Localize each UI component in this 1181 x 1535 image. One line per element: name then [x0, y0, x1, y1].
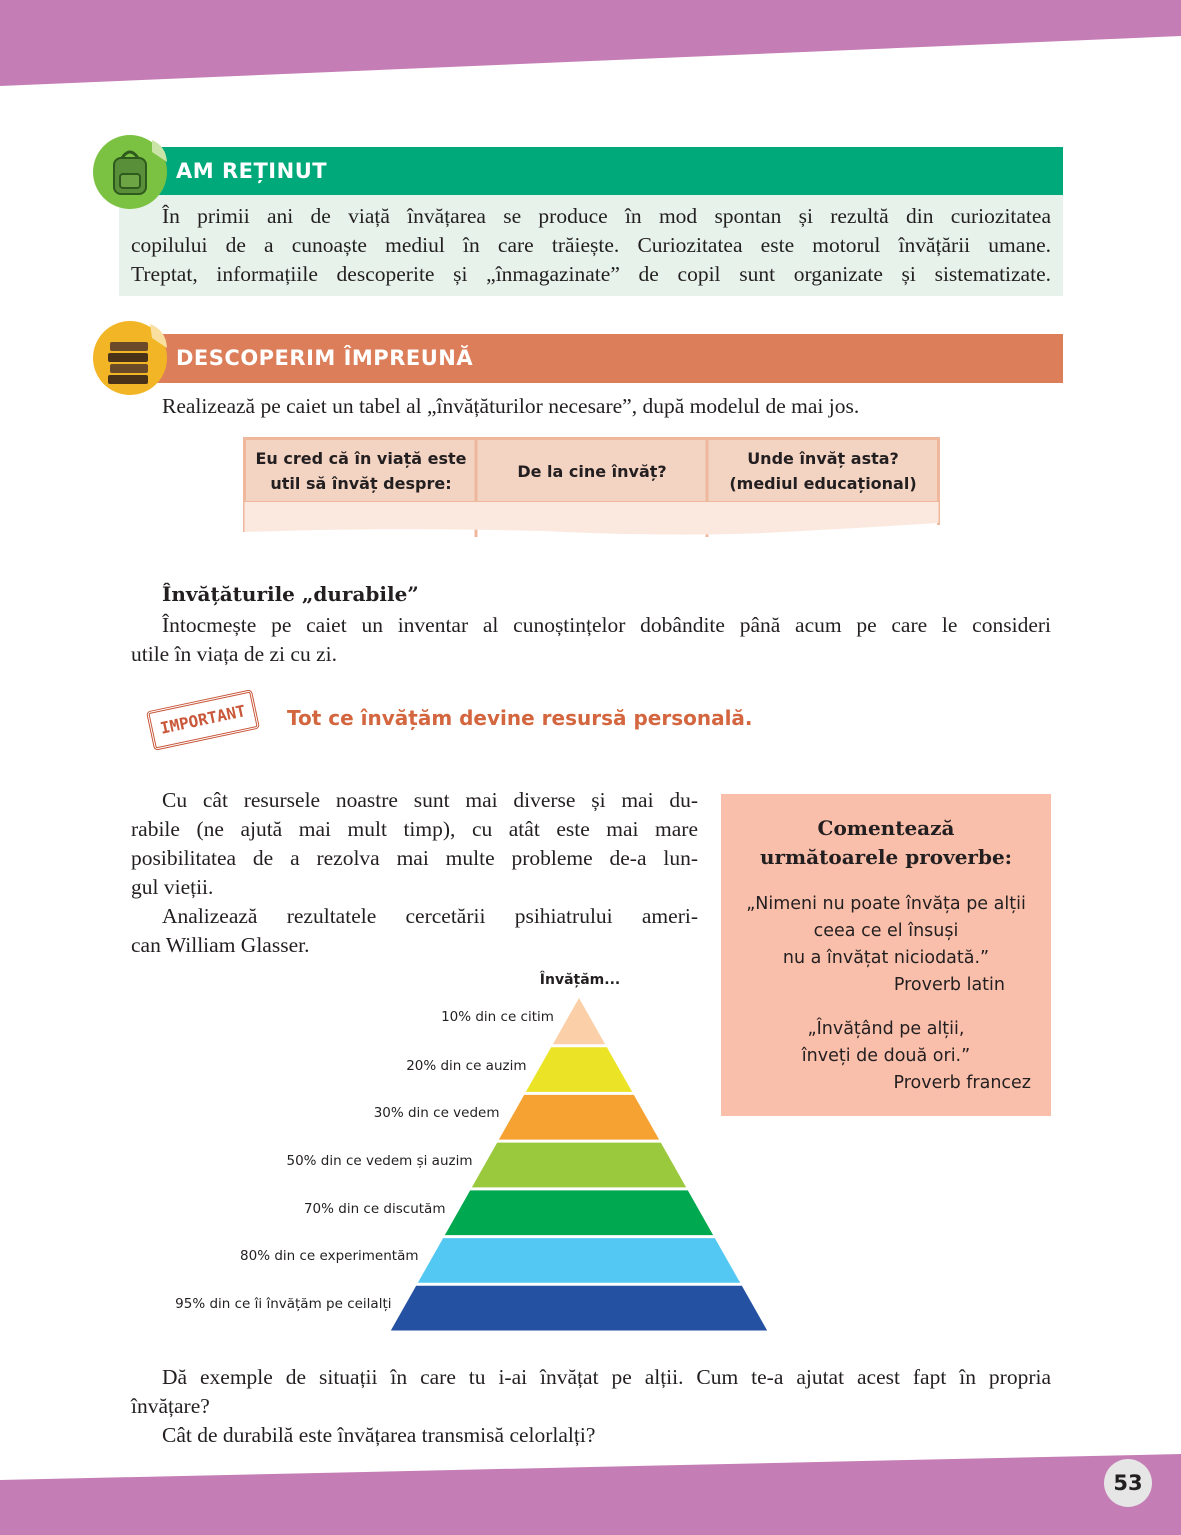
table-header-col-2: De la cine învăț? — [517, 461, 667, 481]
books-icon — [92, 318, 172, 398]
proverb-francez-source: Proverb francez — [893, 1073, 1031, 1093]
closing-line-1: Dă exemple de situații în care tu i-ai învățat pe alții. Cum te-a ajutat acest fapt în propria — [162, 1365, 1051, 1389]
durabile-line-2: utile în viața de zi cu zi. — [131, 642, 337, 666]
pyramid-level-30 — [499, 1095, 659, 1140]
table-header-col-1 — [246, 440, 476, 502]
pyramid-label-50: 50% din ce vedem și auzim — [286, 1153, 473, 1169]
closing-line-2: învățare? — [131, 1394, 210, 1418]
proverb-latin-line-3: nu a învățat niciodată.” — [782, 948, 990, 968]
closing-line-3: Cât de durabilă este învățarea transmisă celorlalți? — [162, 1423, 596, 1447]
descoperim-header — [119, 334, 1063, 383]
am-retinut-line-3: Treptat, informațiile descoperite și „înmagazinate” de copil sunt organizate și sistematizate. — [131, 262, 1051, 286]
important-stamp: IMPORTANT — [146, 689, 260, 751]
am-retinut-title: AM REȚINUT — [176, 159, 328, 183]
page-number: 53 — [1104, 1459, 1152, 1507]
proverb-francez-line-1: „Învățând pe alții, — [807, 1019, 965, 1039]
am-retinut-line-2: copilului de a cunoaște mediul în care trăiește. Curiozitatea este motorul învățării umane. — [131, 233, 1051, 257]
proverbs-heading-line-1: Comentează — [817, 816, 955, 840]
proverbs-heading — [721, 814, 1051, 872]
table-header-col-3-line-1: Unde învăț asta? — [747, 449, 899, 468]
pyramid-label-80: 80% din ce experimentăm — [240, 1248, 419, 1265]
proverbs-heading-line-2: următoarele proverbe: — [759, 845, 1013, 869]
pyramid-label-10: 10% din ce citim — [441, 1009, 554, 1026]
books-badge — [92, 318, 172, 402]
paragraph-line-5: Analizează rezultatele cercetării psihiatrului ameri- — [162, 904, 698, 928]
table-header-col-1-line-2: util să învăț despre: — [270, 474, 452, 493]
descoperim-title: DESCOPERIM ÎMPREUNĂ — [176, 346, 474, 370]
pyramid-level-10 — [553, 998, 605, 1044]
pyramid-level-20 — [526, 1047, 632, 1092]
table-header-col-1-line-1: Eu cred că în viață este — [255, 449, 467, 468]
pyramid-label-95: 95% din ce îi învățăm pe ceilalți — [175, 1296, 392, 1313]
pyramid-label-30: 30% din ce vedem — [373, 1105, 500, 1122]
backpack-icon — [92, 132, 172, 212]
pyramid-level-95 — [391, 1286, 767, 1331]
paragraph-line-6: can William Glasser. — [131, 933, 310, 957]
paragraph-line-4: gul vieții. — [131, 875, 214, 899]
paragraph-line-3: posibilitatea de a rezolva mai multe probleme de-a lun- — [131, 846, 698, 870]
paragraph-line-2: rabile (ne ajută mai mult timp), cu atât este mai mare — [131, 817, 698, 841]
bottom-band — [0, 1440, 1181, 1535]
am-retinut-header — [119, 147, 1063, 195]
proverb-francez-line-2: înveți de două ori.” — [801, 1046, 971, 1066]
durabile-line-1: Întocmește pe caiet un inventar al cunoștințelor dobândite până acum pe care le consideri — [162, 613, 1051, 637]
descoperim-instruction: Realizează pe caiet un tabel al „învățăturilor necesare”, după modelul de mai jos. — [162, 394, 860, 418]
resurse-paragraph — [131, 786, 698, 960]
important-text: Tot ce învățăm devine resursă personală. — [287, 706, 753, 730]
pyramid-level-80 — [418, 1238, 740, 1283]
closing-text — [131, 1363, 1051, 1450]
proverb-latin-line-2: ceea ce el însuși — [813, 921, 959, 941]
am-retinut-text — [131, 202, 1051, 289]
pyramid-label-70: 70% din ce discutăm — [303, 1200, 446, 1217]
pyramid-title: Învățăm... — [539, 972, 621, 988]
proverb-latin-source: Proverb latin — [893, 975, 1005, 995]
durabile-text — [131, 611, 1051, 669]
pyramid-label-20: 20% din ce auzim — [406, 1057, 527, 1074]
paragraph-line-1: Cu cât resursele noastre sunt mai diverse și mai du- — [162, 788, 698, 812]
am-retinut-line-1: În primii ani de viață învățarea se produce în mod spontan și rezultă din curiozitatea — [162, 204, 1051, 228]
table-header-col-3 — [708, 440, 938, 502]
proverb-latin-line-1: „Nimeni nu poate învăța pe alții — [746, 894, 1026, 914]
proverb-latin — [721, 891, 1051, 999]
top-band — [0, 0, 1181, 90]
pyramid-level-50 — [472, 1143, 686, 1188]
table-header-col-3-line-2: (mediul educațional) — [729, 474, 917, 493]
durabile-heading: Învățăturile „durabile” — [162, 582, 419, 606]
pyramid-level-70 — [445, 1190, 713, 1235]
